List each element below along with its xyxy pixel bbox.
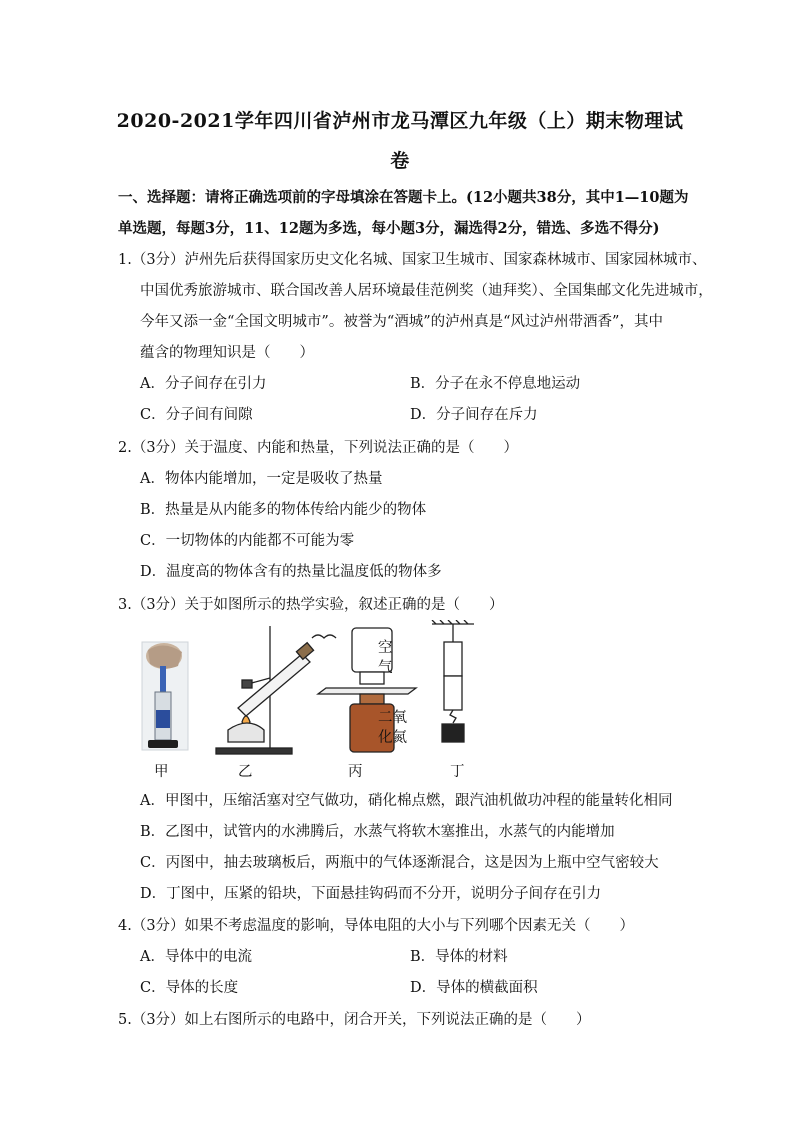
q1-option-a: A．分子间存在引力 — [140, 376, 267, 392]
q1-option-d: D．分子间存在斥力 — [410, 407, 538, 423]
q2-option-b: B．热量是从内能多的物体传给内能少的物体 — [140, 502, 427, 518]
fig-ding-lead-blocks — [432, 620, 474, 742]
fig-yi-test-tube-burner — [216, 626, 336, 754]
section-heading-line1: 一、选择题：请将正确选项前的字母填涂在答题卡上。(12小题共38分，其中1—10题为 — [118, 189, 689, 206]
q2-option-d: D．温度高的物体含有的热量比温度低的物体多 — [140, 564, 442, 580]
q1-stem-line4: 蕴含的物理知识是（ ） — [140, 345, 314, 361]
q4-option-c: C．导体的长度 — [140, 980, 239, 996]
exam-title-line2: 卷 — [390, 150, 410, 172]
fig-label-ding: 丁 — [450, 764, 465, 780]
fig-label-bing: 丙 — [348, 764, 363, 780]
fig-label-jia: 甲 — [154, 764, 169, 780]
label-no2-1: 二氧 — [378, 710, 407, 726]
q3-stem: 3.（3分）关于如图所示的热学实验，叙述正确的是（ ） — [118, 597, 504, 613]
q3-figure — [130, 620, 490, 780]
q3-option-c: C．丙图中，抽去玻璃板后，两瓶中的气体逐渐混合，这是因为上瓶中空气密较大 — [140, 855, 659, 871]
q2-option-c: C．一切物体的内能都不可能为零 — [140, 533, 355, 549]
label-air-2: 气 — [378, 660, 393, 676]
q4-option-d: D．导体的横截面积 — [410, 980, 538, 996]
q5-stem: 5.（3分）如上右图所示的电路中，闭合开关，下列说法正确的是（ ） — [118, 1012, 591, 1028]
fig-jia-compression-cylinder — [142, 642, 188, 750]
q4-stem: 4.（3分）如果不考虑温度的影响，导体电阻的大小与下列哪个因素无关（ ） — [118, 918, 635, 934]
q4-option-a: A．导体中的电流 — [140, 949, 252, 965]
label-no2-2: 化氮 — [378, 730, 407, 746]
q3-option-a: A．甲图中，压缩活塞对空气做功，硝化棉点燃，跟汽油机做功冲程的能量转化相同 — [140, 793, 673, 809]
q1-option-c: C．分子间有间隙 — [140, 407, 253, 423]
q1-option-b: B．分子在永不停息地运动 — [410, 376, 581, 392]
q3-option-d: D．丁图中，压紧的铅块，下面悬挂钩码而不分开，说明分子间存在引力 — [140, 886, 602, 902]
label-air-1: 空 — [378, 640, 393, 656]
q1-stem-line1: 1.（3分）泸州先后获得国家历史文化名城、国家卫生城市、国家森林城市、国家园林城市、 — [118, 252, 707, 268]
exam-title-line1: 2020-2021学年四川省泸州市龙马潭区九年级（上）期末物理试 — [116, 110, 684, 132]
section-heading-line2: 单选题，每题3分，11、12题为多选，每小题3分，漏选得2分，错选、多选不得分) — [118, 220, 660, 237]
q3-option-b: B．乙图中，试管内的水沸腾后，水蒸气将软木塞推出，水蒸气的内能增加 — [140, 824, 615, 840]
q1-stem-line3: 今年又添一金“全国文明城市”。被誉为“酒城”的泸州真是“风过泸州带酒香”，其中 — [140, 314, 663, 330]
fig-label-yi: 乙 — [238, 764, 253, 780]
q1-stem-line2: 中国优秀旅游城市、联合国改善人居环境最佳范例奖（迪拜奖）、全国集邮文化先进城市， — [140, 283, 713, 299]
q2-stem: 2.（3分）关于温度、内能和热量，下列说法正确的是（ ） — [118, 440, 519, 456]
q4-option-b: B．导体的材料 — [410, 949, 508, 965]
q2-option-a: A．物体内能增加，一定是吸收了热量 — [140, 471, 383, 487]
